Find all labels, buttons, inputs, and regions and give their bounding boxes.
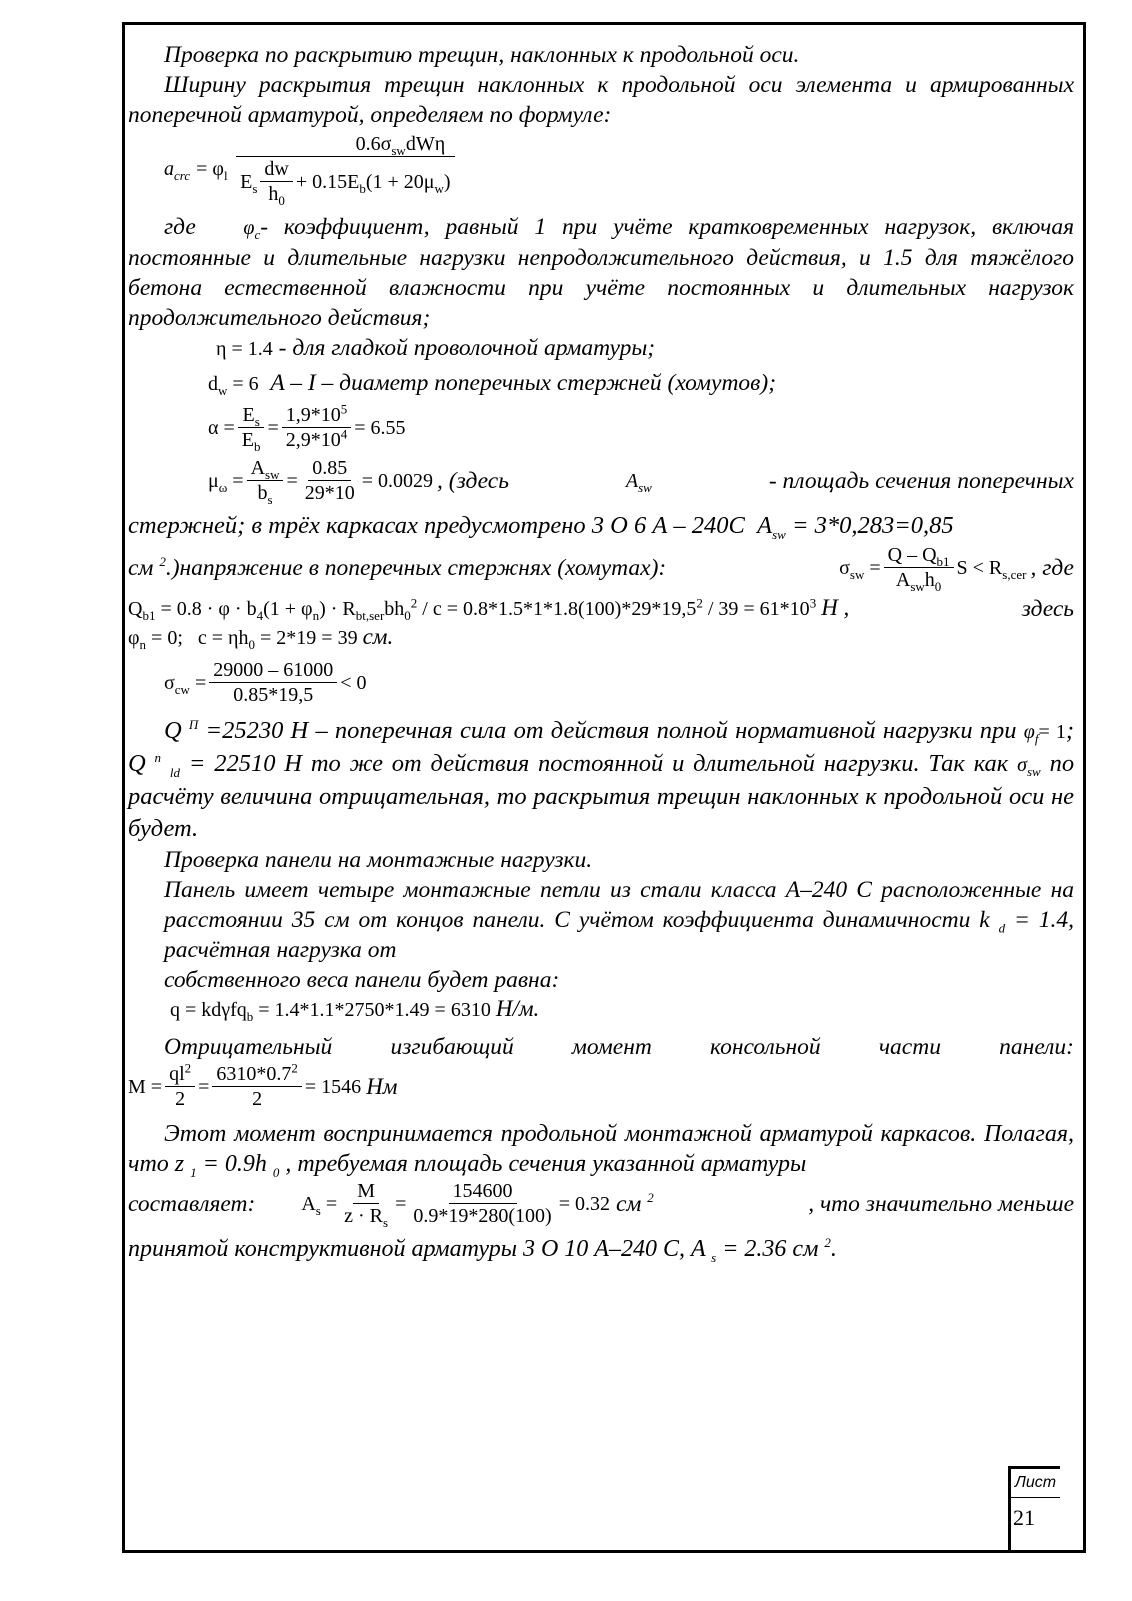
paragraph-q-shear: Q $^П$ =25230 Н – поперечная сила от действия полной нормативной нагрузки при $\varphi_f= 1$; Q $^n$ $_{ld}$ = 22510 Н то же от действия постоянной и длительной нагрузки. Так как $\sigma_{sw}$ по расчёту величина отрицательная, то раскрытия трещин наклонных к продольной оси не будет. (128, 716, 1075, 842)
line-eta: η = 1.4 - для гладкой проволочной арматуры; (216, 335, 656, 361)
paragraph-conclusion: принятой конструктивной арматуры 3 О 10 А–240 С, A $_s$ = 2.36 см $^2$. (128, 1235, 837, 1265)
formula-qb1: $Q_{b1} = 0.8 \cdot \varphi \cdot b_4(1 + \varphi_n) \cdot R_{bt,ser}bh_0^2 / c = 0.8*1.5*1*1.8(100)*29*19,5^2 / 39 = 61*10^3$ H , здесь (128, 595, 1074, 623)
heading-crack-check: Проверка по раскрытию трещин, наклонных к продольной оси. (164, 42, 800, 68)
formula-mu: $\mu_\omega$ = $\frac{A_{sw}}{b_s}$ = $\frac{0.85}{29*10}$ = 0.0029 , (здесь $A_{sw}$ - площадь сечения поперечных (208, 457, 1074, 507)
sheet-number: 21 (1013, 1505, 1035, 1530)
formula-sigma-cw: $\sigma_{cw}$ = $\frac{29000 - 61000}{0.85*19,5}$ < 0 (164, 659, 367, 706)
formula-phin-c: $\varphi_n = 0$; $c = \eta h_0 = 2*19 = 39$ см. (128, 624, 394, 652)
formula-q: q = kdγfq$_b$ = 1.4*1.1*2750*1.49 = 6310 Н/м. (170, 996, 540, 1024)
formula-acrc: $a_{crc}$ = $\varphi_l$ $0.6\sigma_{sw}dW\eta$ $E_s$ $\frac{dw}{h_0}$ + $0.15E_b(1 + 20\mu_w)$ (128, 132, 1074, 206)
paragraph-phi-c: где $\varphi_c-$ коэффициент, равный 1 при учёте кратковременных нагрузок, включая постоянные и длительные нагрузки непродолжительного действия, и 1.5 для тяжёлого бетона естественной влажности при учёте постоянных и длительных нагрузок продолжительного действия; (128, 214, 1074, 331)
paragraph-stirrups: стержней; в трёх каркасах предусмотрено 3 О 6 А – 240С $A_{sw} = 3*0,283=0,85$ (128, 512, 954, 542)
formula-alpha: α = $\frac{E_s}{E_b}$ = $\frac{1,9*10^5}{2,9*10^4}$ = 6.55 (208, 401, 406, 454)
paragraph-mounting: Панель имеет четыре монтажные петли из стали класса А–240 С расположенные на расстоянии 35 см от концов панели. С учётом коэффициента динамичности k $_d$ = 1.4, расчётная нагрузка от собственного веса панели будет равна: (164, 877, 1075, 993)
line-dw: $d_w = 6$ A – I – диаметр поперечных стержней (хомутов); (208, 370, 777, 398)
paragraph-crack-width: Ширину раскрытия трещин наклонных к продольной оси элемента и армированных поперечной арматурой, определяем по формуле: (128, 72, 1074, 128)
sheet-label: Лист (1011, 1469, 1060, 1498)
heading-mounting-check: Проверка панели на монтажные нагрузки. (164, 847, 593, 873)
formula-as: составляет: $A_s$ = $\frac{M}{z \cdot R_s}$ = $\frac{154600}{0.9*19*280(100)}$ = 0.32 см $^2$ , что значительно меньше (128, 1180, 1074, 1230)
paragraph-moment: Отрицательный изгибающий момент консольной части панели: (164, 1034, 1074, 1060)
paragraph-stress: см $^2$.)напряжение в поперечных стержнях (хомутах): $\sigma_{sw}$ = $\frac{Q - Q_{b1}}{A_{sw}h_0}$ $S < R_{s,cer}$ , где (128, 544, 1074, 594)
paragraph-reinforcement: Этот момент воспринимается продольной монтажной арматурой каркасов. Полагая, что z $_1$ = 0.9h $_0$ , требуемая площадь сечения указанной арматуры (128, 1121, 1074, 1180)
document-body (128, 40, 1074, 1264)
sheet-stamp (1008, 1466, 1060, 1552)
formula-moment: M = $\frac{ql^2}{2}$ = $\frac{6310*0.7^2}{2}$ = 1546 Нм (128, 1060, 398, 1110)
